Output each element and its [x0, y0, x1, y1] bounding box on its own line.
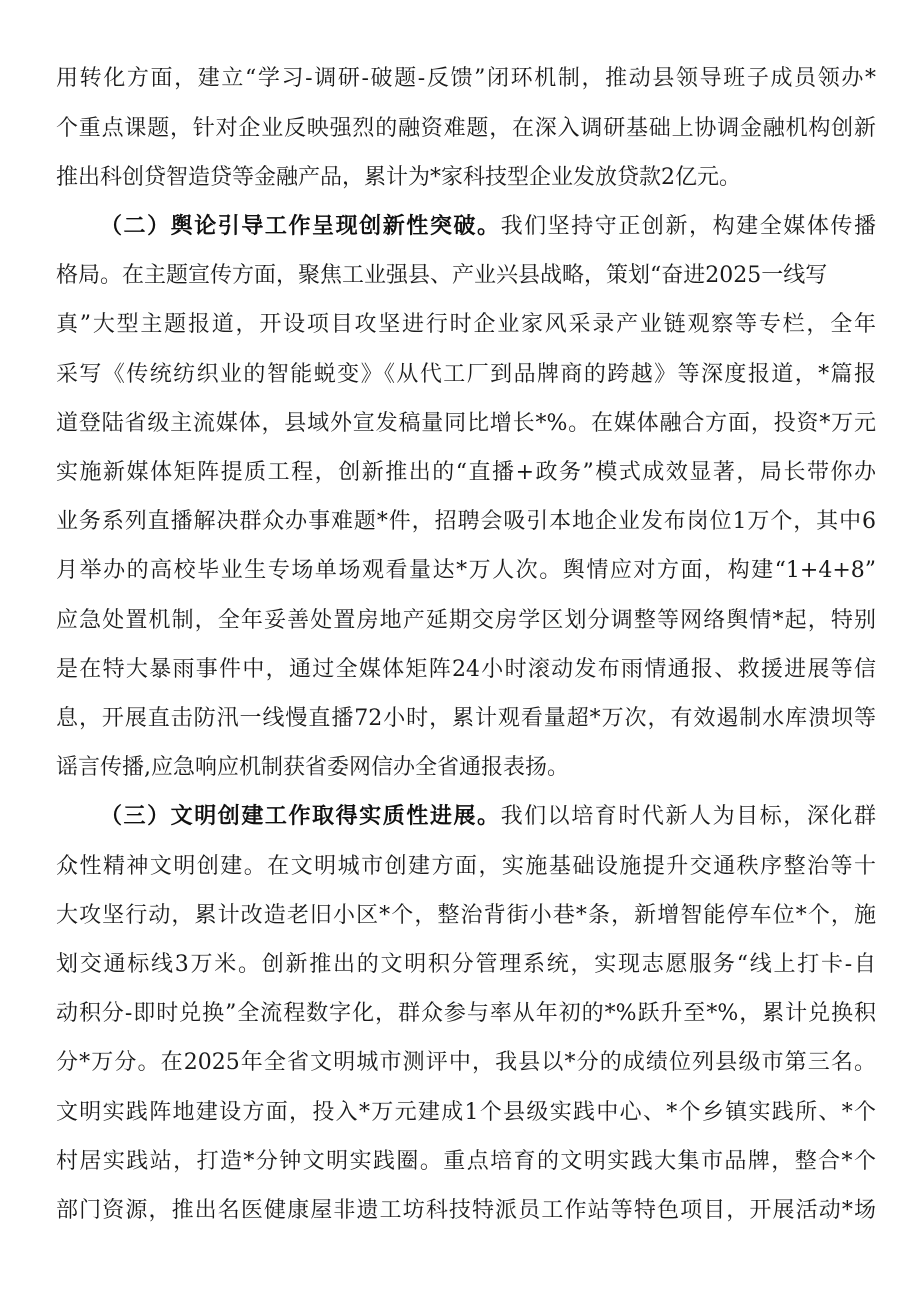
section-3-text: 我们以培育时代新人为目标，深化群 [500, 804, 876, 829]
paragraph-line: 实施新媒体矩阵提质工程，创新推出的“直播+政务”模式成效显著，局长带你办 [56, 460, 876, 485]
paragraph-line: 息，开展直击防汛一线慢直播72小时，累计观看量超*万次，有效遏制水库溃坝等 [56, 706, 876, 731]
paragraph-line: 动积分-即时兑换”全流程数字化，群众参与率从年初的*%跃升至*%，累计兑换积 [56, 1001, 876, 1026]
paragraph-line: 个重点课题，针对企业反映强烈的融资难题，在深入调研基础上协调金融机构创新 [56, 116, 876, 141]
paragraph-line: 是在特大暴雨事件中，通过全媒体矩阵24小时滚动发布雨情通报、救援进展等信 [56, 657, 876, 682]
section-2-text: 我们坚持守正创新，构建全媒体传播 [500, 214, 876, 239]
paragraph-line: 大攻坚行动，累计改造老旧小区*个，整治背街小巷*条，新增智能停车位*个，施 [56, 903, 876, 928]
paragraph-line: 划交通标线3万米。创新推出的文明积分管理系统，实现志愿服务“线上打卡-自 [56, 952, 876, 977]
paragraph-line: 用转化方面，建立“学习-调研-破题-反馈”闭环机制，推动县领导班子成员领办* [56, 66, 876, 91]
paragraph-line: 真”大型主题报道，开设项目攻坚进行时企业家风采录产业链观察等专栏，全年 [56, 312, 876, 337]
paragraph-line: 部门资源，推出名医健康屋非遗工坊科技特派员工作站等特色项目，开展活动*场 [56, 1198, 876, 1223]
paragraph-line: 应急处置机制，全年妥善处置房地产延期交房学区划分调整等网络舆情*起，特别 [56, 608, 876, 633]
paragraph-line: 采写《传统纺织业的智能蜕变》《从代工厂到品牌商的跨越》等深度报道，*篇报 [56, 362, 876, 387]
paragraph-line: 分*万分。在2025年全省文明城市测评中，我县以*分的成绩位列县级市第三名。 [56, 1050, 876, 1075]
section-3-first-line [100, 794, 876, 840]
section-3-heading: （三）文明创建工作取得实质性进展。 [100, 804, 501, 829]
paragraph-line: 格局。在主题宣传方面，聚焦工业强县、产业兴县战略，策划“奋进2025一线写 [56, 263, 828, 288]
paragraph-line: 众性精神文明创建。在文明城市创建方面，实施基础设施提升交通秩序整治等十 [56, 854, 876, 879]
paragraph-line: 道登陆省级主流媒体，县域外宣发稿量同比增长*%。在媒体融合方面，投资*万元 [56, 411, 876, 436]
paragraph-line: 文明实践阵地建设方面，投入*万元建成1个县级实践中心、*个乡镇实践所、*个 [56, 1100, 876, 1125]
section-2-first-line [100, 204, 876, 250]
section-2-heading: （二）舆论引导工作呈现创新性突破。 [100, 214, 501, 239]
paragraph-line: 推出科创贷智造贷等金融产品，累计为*家科技型企业发放贷款2亿元。 [56, 165, 741, 190]
paragraph-line: 业务系列直播解决群众办事难题*件，招聘会吸引本地企业发布岗位1万个，其中6 [56, 509, 876, 534]
paragraph-line: 谣言传播,应急响应机制获省委网信办全省通报表扬。 [56, 755, 569, 780]
paragraph-line: 月举办的高校毕业生专场单场观看量达*万人次。舆情应对方面，构建“1+4+8” [56, 558, 876, 583]
paragraph-line: 村居实践站，打造*分钟文明实践圈。重点培育的文明实践大集市品牌，整合*个 [56, 1149, 876, 1174]
